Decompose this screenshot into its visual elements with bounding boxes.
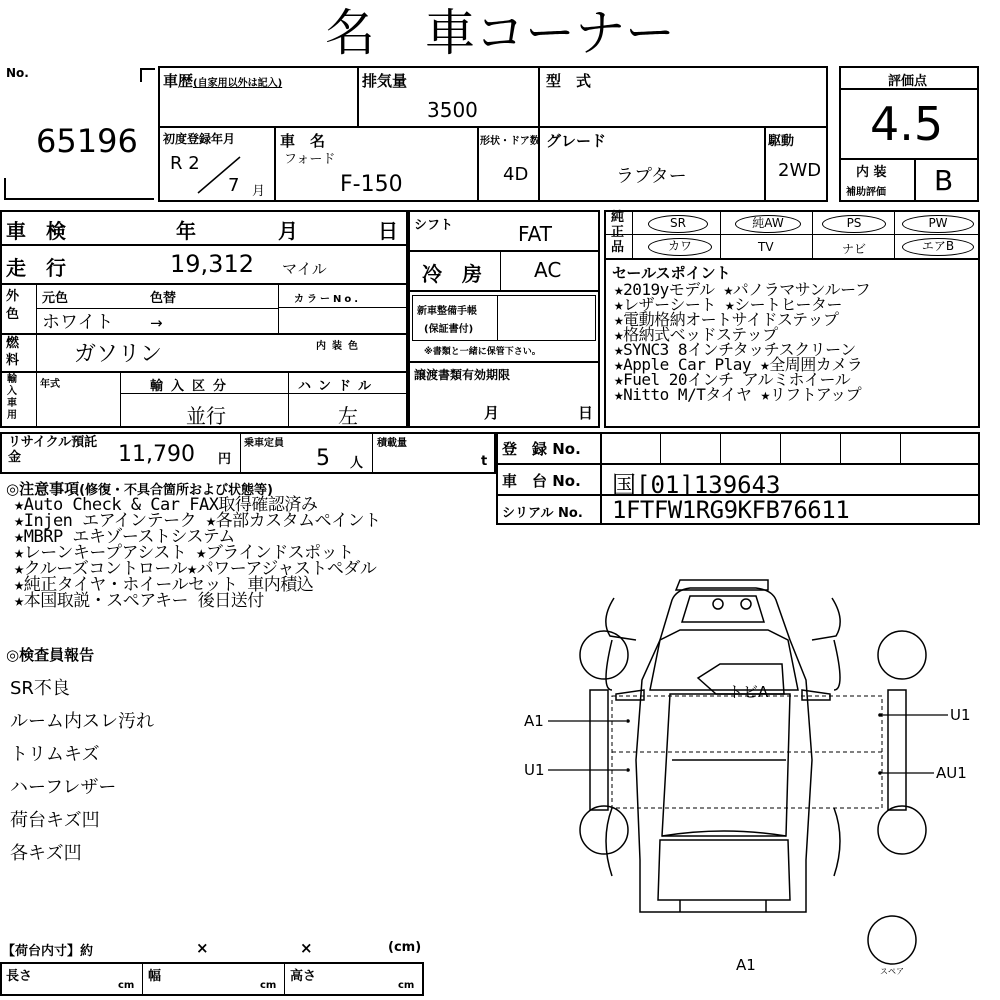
cargo-width-label: 幅: [148, 969, 162, 984]
interior-score-sub-label: 補助評価: [846, 187, 886, 198]
cargo-height-label: 高さ: [290, 969, 317, 984]
diagram-top-mark: トビA: [728, 683, 769, 701]
inspector-list: [10, 672, 154, 870]
capacity-label: 乗車定員: [244, 438, 284, 449]
equip-airbag: エアB: [902, 238, 974, 256]
new-car-sub-label: (保証書付): [424, 324, 474, 335]
cargo-label: 【荷台内寸】約: [2, 944, 94, 959]
car-name-label: 車 名: [280, 132, 326, 150]
model-year-label: 年式: [40, 379, 60, 390]
diagram-bottom: A1: [736, 956, 756, 974]
person-unit: 人: [350, 456, 364, 471]
sales-points-label: セールスポイント: [612, 264, 731, 282]
interior-color-label: 内装色: [316, 341, 364, 352]
sales-point: ★電動格納オートサイドステップ: [614, 310, 839, 329]
diagram-right-2: AU1: [936, 764, 967, 782]
grade-value: ラプター: [616, 166, 687, 187]
handle-label: ハンドル: [298, 379, 379, 394]
first-reg-month-unit: 月: [252, 184, 266, 199]
recycle-label: リサイクル預託金: [8, 435, 98, 465]
recycle-value: 11,790: [118, 442, 195, 467]
shaken-day-label: 日: [378, 219, 398, 243]
inspector-item: ルーム内スレ汚れ: [10, 711, 154, 732]
sales-point: ★Nitto M/Tタイヤ ★リフトアップ: [614, 385, 862, 404]
sales-point: ★Fuel 20インチ アルミホイール: [614, 370, 851, 389]
import-type-value: 並行: [186, 404, 226, 428]
notes-list: [14, 497, 381, 609]
lot-number: 65196: [36, 122, 138, 160]
equip-ps: PS: [822, 215, 886, 233]
shift-label: シフト: [414, 218, 454, 233]
notes-label: ◎注意事項: [6, 480, 80, 498]
serial-value: 1FTFW1RG9KFB76611: [612, 496, 850, 524]
maker-value: フォード: [284, 152, 336, 167]
notes-sub-label: (修復・不具合箇所および状態等): [79, 483, 273, 498]
color-no-label: カラーNo.: [294, 294, 362, 305]
no-label: No.: [6, 66, 29, 80]
capacity-value: 5: [316, 446, 330, 471]
history-label: 車歴: [163, 72, 194, 90]
date-slash: [196, 155, 256, 195]
doors-value: 4D: [503, 164, 529, 185]
sales-point: ★格納式ベッドステップ: [614, 325, 778, 344]
ton-unit: t: [481, 454, 488, 469]
equip-tv: TV: [758, 240, 774, 254]
score-label: 評価点: [888, 74, 928, 89]
new-car-label: 新車整備手帳: [417, 306, 477, 317]
color-value: ホワイト: [42, 312, 114, 333]
interior-score-label: 内 装: [856, 165, 887, 180]
doors-label: 形状・ドア数: [480, 136, 540, 147]
equip-navi: ナビ: [842, 242, 867, 256]
note-item: ★本国取説・スペアキー 後日送付: [14, 591, 264, 611]
note-item: ★Auto Check & Car FAX取得確認済み: [14, 495, 318, 515]
shaken-month-label: 月: [278, 219, 298, 243]
cargo-times-2: ×: [300, 939, 313, 957]
chassis-label: 車 台 No.: [502, 472, 581, 490]
registration-label: 登 録 No.: [502, 440, 581, 458]
color-change-label: 色替: [150, 291, 177, 306]
diagram-spare: スペア: [880, 967, 904, 976]
cargo-table: [0, 962, 424, 996]
cargo-length-unit: cm: [118, 980, 135, 991]
fuel-value: ガソリン: [74, 342, 163, 367]
load-label: 積載量: [377, 438, 407, 449]
score-value: 4.5: [870, 97, 944, 151]
drive-label: 駆動: [768, 134, 795, 149]
page-title: 名 車コーナー: [325, 4, 675, 62]
inspector-item: SR不良: [10, 678, 70, 699]
interior-score-value: B: [934, 164, 954, 197]
diagram-right-1: U1: [950, 706, 971, 724]
displacement-label: 排気量: [362, 72, 408, 90]
car-name-value: F-150: [340, 172, 403, 197]
shaken-label: 車 検: [6, 219, 66, 243]
note-item: ★MBRP エキゾーストシステム: [14, 527, 235, 547]
doc-note: ※書類と一緒に保管下さい。: [424, 347, 541, 357]
mileage-value: 19,312: [170, 250, 254, 278]
displacement-value: 3500: [427, 98, 478, 122]
inspector-label: ◎検査員報告: [6, 646, 95, 664]
equip-pw: PW: [902, 215, 974, 233]
model-type-label: 型 式: [546, 72, 592, 90]
note-item: ★Injen エアインテーク ★各部カスタムペイント: [14, 511, 381, 531]
color-orig-label: 元色: [42, 291, 69, 306]
sales-point: ★2019yモデル ★パノラマサンルーフ: [614, 280, 871, 299]
first-reg-year: R 2: [170, 153, 200, 174]
handle-value: 左: [338, 404, 358, 428]
equipped-label: 純正品: [611, 210, 625, 255]
diagram-left-2: U1: [524, 761, 545, 779]
equip-leather: カワ: [648, 238, 712, 256]
inspector-item: トリムキズ: [10, 744, 100, 765]
color-arrow: →: [150, 314, 163, 332]
serial-label: シリアル No.: [502, 506, 583, 521]
inspector-item: ハーフレザー: [10, 777, 117, 798]
color-label: 外色: [6, 289, 20, 322]
sales-points-list: [614, 282, 870, 402]
sales-point: ★SYNC3 8インチタッチスクリーン: [614, 340, 856, 359]
cargo-height-unit: cm: [398, 980, 415, 991]
note-item: ★純正タイヤ・ホイールセット 車内積込: [14, 575, 314, 595]
grade-label: グレード: [546, 132, 607, 150]
inspector-item: 荷台キズ凹: [10, 810, 100, 831]
first-reg-month: 7: [228, 175, 240, 196]
ac-value: AC: [534, 258, 562, 282]
cargo-cm-unit: (cm): [388, 940, 422, 955]
fuel-label: 燃料: [6, 336, 20, 368]
note-item: ★クルーズコントロール★パワーアジャストペダル: [14, 559, 377, 579]
cargo-width-unit: cm: [260, 980, 277, 991]
history-note: (自家用以外は記入): [193, 78, 283, 89]
mileage-label: 走 行: [6, 256, 66, 280]
cargo-length-label: 長さ: [6, 969, 33, 984]
drive-value: 2WD: [778, 160, 822, 181]
transfer-month-label: 月: [484, 404, 500, 422]
shaken-year-label: 年: [176, 219, 196, 243]
shift-value: FAT: [518, 222, 553, 246]
sales-point: ★Apple Car Play ★全周囲カメラ: [614, 355, 863, 374]
ac-label: 冷 房: [422, 262, 482, 286]
chassis-value: 国[01]139643: [612, 471, 781, 499]
inspector-item: 各キズ凹: [10, 843, 82, 864]
import-label: 輸入車用: [7, 374, 17, 421]
cargo-times-1: ×: [196, 939, 209, 957]
car-diagram: [520, 570, 980, 990]
mileage-unit: マイル: [282, 260, 327, 278]
yen-unit: 円: [218, 452, 232, 467]
first-reg-label: 初度登録年月: [163, 132, 236, 146]
equip-aw: 純AW: [735, 215, 801, 233]
transfer-day-label: 日: [578, 404, 594, 422]
equip-sr: SR: [648, 215, 708, 233]
transfer-label: 譲渡書類有効期限: [414, 368, 511, 382]
sales-point: ★レザーシート ★シートヒーター: [614, 295, 842, 314]
diagram-left-1: A1: [524, 712, 544, 730]
note-item: ★レーンキープアシスト ★ブラインドスポット: [14, 543, 354, 563]
import-type-label: 輸入区分: [150, 379, 235, 394]
